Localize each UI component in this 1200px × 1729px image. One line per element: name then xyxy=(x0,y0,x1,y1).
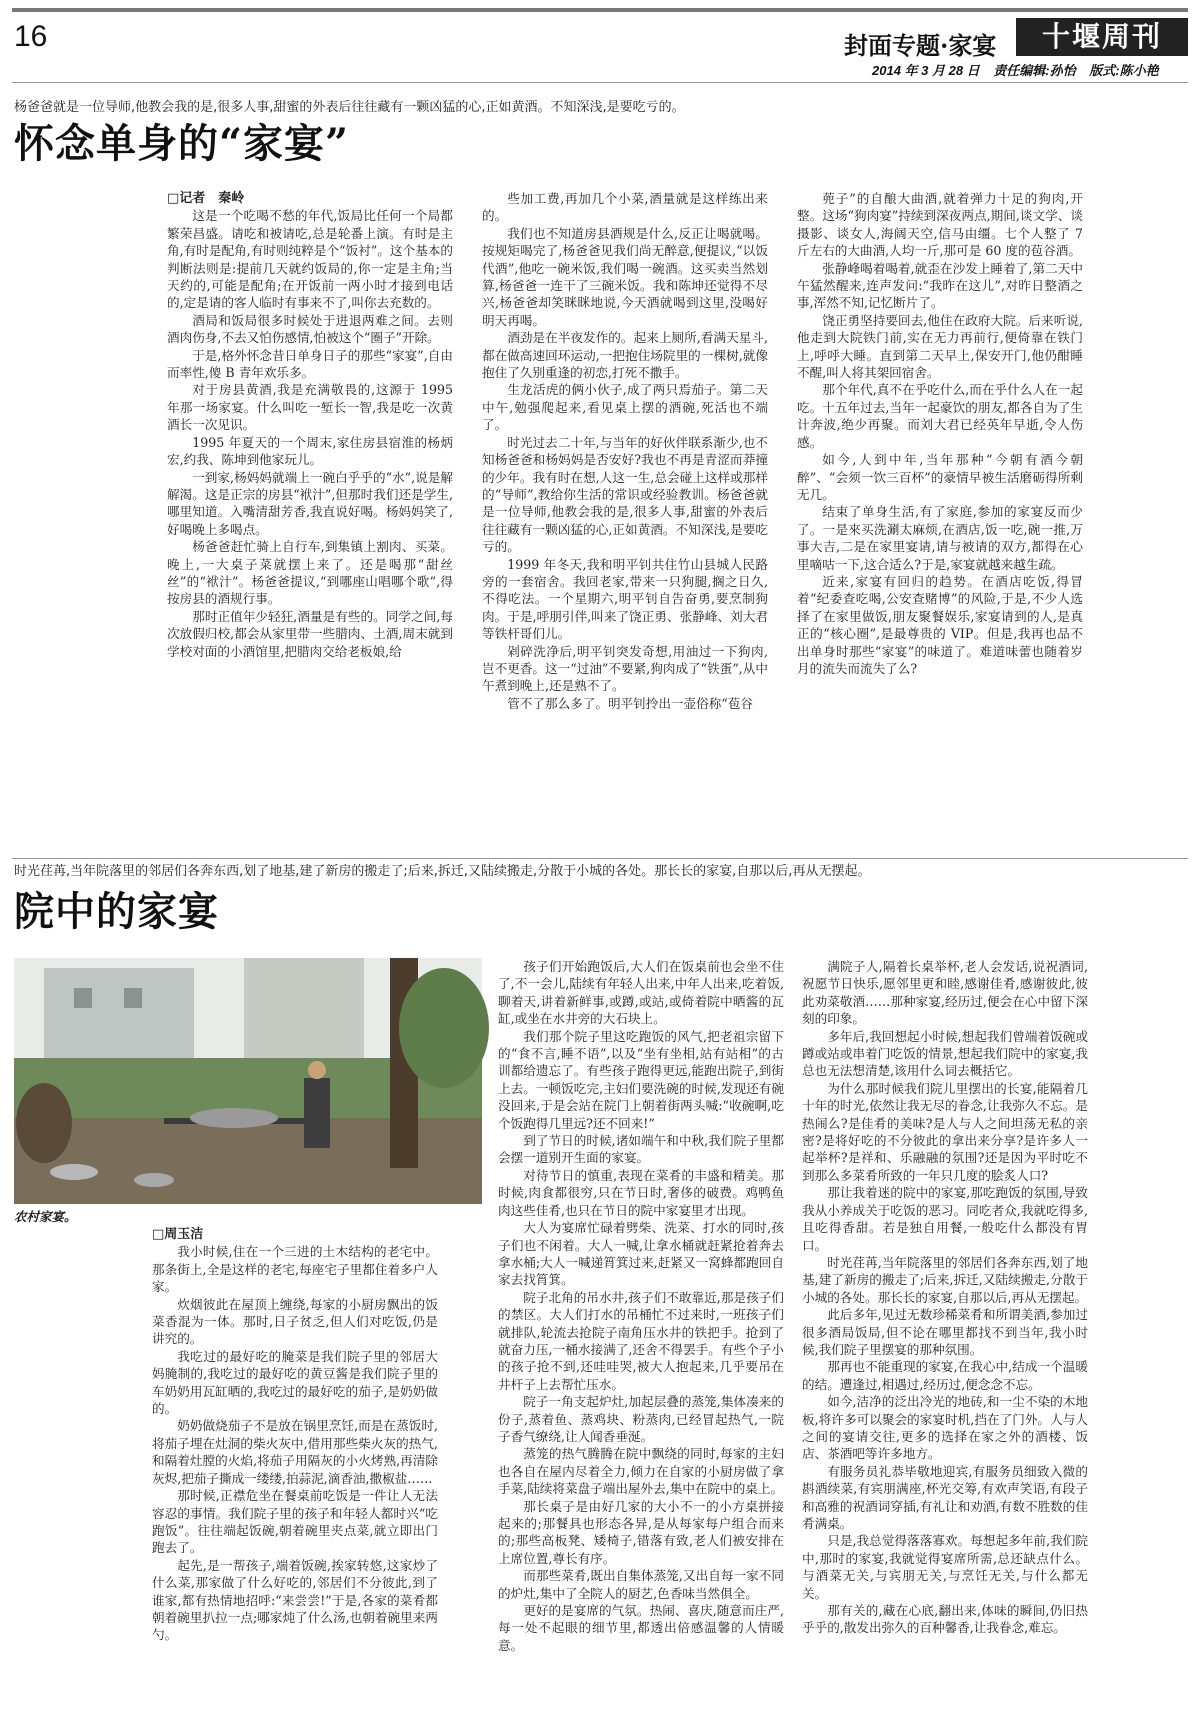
paragraph: 满院子人,隔着长桌举杯,老人会发话,说祝酒词,祝愿节日快乐,愿邻里更和睦,感谢佳肴,感谢彼此,彼此劝菜敬酒……那种家宴,经历过,便会在心中留下深刻的印象。 xyxy=(802,959,1088,1027)
top-rule xyxy=(12,8,1188,12)
article2-column-1 xyxy=(152,1226,438,1722)
paragraph: 对于房县黄酒,我是充满敬畏的,这源于 1995 年那一场家宴。什么叫吃一堑长一智,我是吃一次黄酒长一次见识。 xyxy=(167,382,453,433)
masthead-logo: 十堰周刊 xyxy=(1016,18,1188,56)
paragraph: 那长桌子是由好几家的大小不一的小方桌拼接起来的;那餐具也形态各异,是从每家每户组合而来的;那些高板凳、矮椅子,错落有致,老人们被安排在上席位置,尊长有序。 xyxy=(498,1498,784,1566)
article2-column-2 xyxy=(498,958,784,1722)
article1-lead: 杨爸爸就是一位导师,他教会我的是,很多人事,甜蜜的外表后往往藏有一颗凶猛的心,正如黄酒。不知深浅,是要吃亏的。 xyxy=(14,100,685,115)
paragraph: 孩子们开始跑饭后,大人们在饭桌前也会坐不住了,不一会儿,陆续有年轻人出来,中年人出来,吃着饭,聊着天,讲着新鲜事,或蹲,或站,或倚着院中晒酱的瓦缸,或坐在水井旁的大石块上。 xyxy=(498,959,784,1027)
paragraph: 而那些菜肴,既出自集体蒸笼,又出自每一家不同的炉灶,集中了全院人的厨艺,色香味当然俱全。 xyxy=(498,1568,784,1601)
article2-title: 院中的家宴 xyxy=(14,888,219,935)
paragraph: 此后多年,见过无数珍稀菜肴和所谓美酒,参加过很多酒局饭局,但不论在哪里都找不到当年,我小时候,我们院子里摆宴的那种氛围。 xyxy=(802,1307,1088,1357)
photo-caption: 农村家宴。 xyxy=(14,1209,77,1224)
paragraph: 时光过去二十年,与当年的好伙伴联系渐少,也不知杨爸爸和杨妈妈是否安好?我也不再是青涩而莽撞的少年。我有时在想,人这一生,总会碰上这样或那样的“导师”,教给你生活的常识或经验教训。杨爸爸就是一位导师,他教会我的是,很多人事,甜蜜的外表后往往藏有一颗凶猛的心,正如黄酒。不知深浅,是要吃亏的。 xyxy=(482,434,768,555)
paragraph: 大人为宴席忙碌着劈柴、洗菜、打水的同时,孩子们也不闲着。大人一喊,让拿水桶就赶紧抢着奔去拿水桶;大人一喊递筲箕过来,赶紧又一窝蜂都跑回自家去找筲箕。 xyxy=(498,1220,784,1288)
page-number: 16 xyxy=(14,20,48,53)
rural-banquet-photo xyxy=(14,958,482,1204)
paragraph: 那再也不能重现的家宴,在我心中,结成一个温暖的结。遭逢过,相遇过,经历过,便念念不忘。 xyxy=(802,1359,1088,1392)
paragraph: 酒局和饭局很多时候处于进退两难之间。去则酒肉伤身,不去又怕伤感情,怕被这个“圈子”开除。 xyxy=(167,312,453,346)
paragraph: 酒劲是在半夜发作的。起来上厕所,看满天星斗,都在做高速回环运动,一把抱住场院里的一棵树,就像抱住了久别重逢的初恋,打死不撒手。 xyxy=(482,330,768,381)
paragraph: 到了节日的时候,诸如端午和中秋,我们院子里都会摆一道别开生面的家宴。 xyxy=(498,1133,784,1166)
paragraph: 多年后,我回想起小时候,想起我们曾端着饭碗或蹲或站或串着门吃饭的情景,想起我们院中的家宴,我总也无法想清楚,该用什么词去概括它。 xyxy=(802,1028,1088,1079)
paragraph: 那让我着迷的院中的家宴,那吃跑饭的氛围,导致我从小养成关于吃饭的恶习。同吃者众,我就吃得多,且吃得香甜。若是独自用餐,一般吃什么都没有胃口。 xyxy=(802,1185,1088,1253)
article2-lead: 时光荏苒,当年院落里的邻居们各奔东西,划了地基,建了新房的搬走了;后来,拆迁,又陆续搬走,分散于小城的各处。那长长的家宴,自那以后,再从无摆起。 xyxy=(14,864,871,879)
paragraph: 如今,人到中年,当年那种“今朝有酒今朝醉”、“会须一饮三百杯”的豪情早被生活磨砺得所剩无几。 xyxy=(797,452,1083,502)
paragraph: 那时正值年少轻狂,酒量是有些的。同学之间,每次放假归校,都会从家里带一些腊肉、土酒,周末就到学校对面的小酒馆里,把腊肉交给老板娘,给 xyxy=(167,608,453,659)
paragraph: 饶正勇坚持要回去,他住在政府大院。后来听说,他走到大院铁门前,实在无力再前行,便倚靠在铁门上,呼呼大睡。直到第二天早上,保安开门,他仍酣睡不醒,叫人将其架回宿舍。 xyxy=(797,312,1083,381)
article1-column-3 xyxy=(797,190,1083,688)
paragraph: 管不了那么多了。明平钊拎出一壶俗称“苞谷 xyxy=(507,695,753,711)
layout-credit: 版式:陈小艳 xyxy=(1089,63,1159,78)
article1-column-2 xyxy=(482,190,768,711)
paragraph: 炊烟彼此在屋顶上缠绕,每家的小厨房飘出的饭菜香混为一体。那时,日子贫乏,但人们对吃饭,仍是讲究的。 xyxy=(152,1296,438,1347)
editor-credit: 责任编辑:孙怡 xyxy=(993,63,1076,78)
paragraph: 院子北角的吊水井,孩子们不敢靠近,那是孩子们的禁区。大人们打水的吊桶忙不过来时,一班孩子们就排队,轮流去抢院子南角压水井的铁把手。抢到了就奋力压,一桶水接满了,还舍不得罢手。有些个子小的孩子抢不到,还哇哇哭,被大人抱起来,几乎要吊在井杆子上去帮忙压水。 xyxy=(498,1289,784,1392)
section-title: 封面专题·家宴 xyxy=(844,31,997,60)
paragraph: 我小时候,住在一个三进的土木结构的老宅中。那条街上,全是这样的老宅,每座宅子里都住着多户人家。 xyxy=(152,1244,438,1295)
paragraph: 生龙活虎的俩小伙子,成了两只焉茄子。第二天中午,勉强爬起来,看见桌上摆的酒碗,死活也不端了。 xyxy=(482,382,768,433)
article2-column-3 xyxy=(802,958,1088,1722)
paragraph: 时光荏苒,当年院落里的邻居们各奔东西,划了地基,建了新房的搬走了;后来,拆迁,又陆续搬走,分散于小城的各处。那长长的家宴,自那以后,再从无摆起。 xyxy=(802,1254,1088,1305)
article1-column-1 xyxy=(167,190,453,688)
paragraph: 蒸笼的热气腾腾在院中飘绕的同时,每家的主妇也各自在屋内尽着全力,倾力在自家的小厨房做了拿手菜,陆续将菜盘子端出屋外去,集中在院中的桌上。 xyxy=(498,1446,784,1497)
paragraph: 近来,家宴有回归的趋势。在酒店吃饭,得冒着“纪委查吃喝,公安查赌博”的风险,于是,不少人选择了在家里做饭,朋友聚餐娱乐,家宴请到的人,是真正的“核心圈”,是最尊贵的 VIP。但是,我再也品不出单身时那些“家宴”的味道了。难道味蕾也随着岁月的流失而流失了么? xyxy=(797,573,1083,676)
header-divider xyxy=(12,82,1188,83)
issue-date: 2014 年 3 月 28 日 xyxy=(872,63,980,78)
paragraph: 些加工费,再加几个小菜,酒量就是这样练出来的。 xyxy=(482,191,768,224)
paragraph: 我们也不知道房县酒规是什么,反正让喝就喝。按规矩喝完了,杨爸爸见我们尚无醉意,便提议,“以饭代酒”,他吃一碗米饭,我们喝一碗酒。这买卖当然划算,杨爸爸一连干了三碗米饭。我和陈坤还觉得不尽兴,杨爸爸却笑眯眯地说,今天酒就喝到这里,没喝好明天再喝。 xyxy=(482,225,768,328)
dateline xyxy=(872,60,1169,79)
paragraph: 张静峰喝着喝着,就歪在沙发上睡着了,第二天中午猛然醒来,连声发问:“我昨在这儿”,对昨日整酒之事,浑然不知,记忆断片了。 xyxy=(797,260,1083,311)
article2-byline: □周玉洁 xyxy=(152,1227,204,1242)
paragraph: 那个年代,真不在乎吃什么,而在乎什么人在一起吃。十五年过去,当年一起豪饮的朋友,都各自为了生计奔波,绝少再聚。而刘大君已经英年早逝,令人伤感。 xyxy=(797,382,1083,450)
paragraph: 杨爸爸赶忙骑上自行车,到集镇上割肉、买菜。晚上,一大桌子菜就摆上来了。还是喝那“甜丝丝”的“袱汁”。杨爸爸提议,“到哪座山唱哪个歌”,得按房县的酒规行事。 xyxy=(167,539,453,607)
paragraph: 1999 年冬天,我和明平钊共住竹山县城人民路旁的一套宿舍。我回老家,带来一只狗腿,搁之日久,不得吃法。一个星期六,明平钊自告奋勇,要烹制狗肉。于是,呼朋引伴,叫来了饶正勇、张静峰、刘大君等铁杆哥们儿。 xyxy=(482,556,768,642)
paragraph: 那有关的,藏在心底,翻出来,体味的瞬间,仍旧热乎乎的,散发出弥久的百种馨香,让我眷念,难忘。 xyxy=(802,1603,1088,1636)
paragraph: 这是一个吃喝不愁的年代,饭局比任何一个局都繁荣昌盛。请吃和被请吃,总是轮番上演。有时是主角,有时是配角,有时则纯粹是个“饭衬”。这个基本的判断法则是:提前几天就约饭局的,你一定是主角;当天约的,可能是配角;在开饭前一两小时才接到电话的,定是请的客人临时有事来不了,叫你去充数的。 xyxy=(167,208,453,311)
paragraph: 蔸子”的自酿大曲酒,就着弹力十足的狗肉,开整。这场“狗肉宴”持续到深夜两点,期间,谈文学、谈摄影、谈女人,海阔天空,信马由缰。七个人整了 7 斤左右的大曲酒,人均一斤,那可是 60 度的苞谷酒。 xyxy=(797,191,1083,259)
photo-illustration xyxy=(14,958,482,1204)
paragraph: 奶奶做烧茄子不是放在锅里烹饪,而是在蒸饭时,将茄子埋在灶洞的柴火灰中,借用那些柴火灰的热气,和隔着灶膛的火焰,将茄子用隔灰的小火烤熟,再清除灰烬,把茄子撕成一缕缕,拍蒜泥,滴香油,撒椒盐…… xyxy=(152,1418,438,1486)
paragraph: 于是,格外怀念昔日单身日子的那些“家宴”,自由而率性,傻 B 青年欢乐多。 xyxy=(167,347,453,381)
paragraph: 一到家,杨妈妈就端上一碗白乎乎的“水”,说是解解渴。这是正宗的房县“袱汁”,但那时我们还是学生,哪里知道。入嘴清甜芳香,我直说好喝。杨妈妈笑了,好喝晚上多喝点。 xyxy=(167,469,453,537)
paragraph: 我们那个院子里这吃跑饭的风气,把老祖宗留下的“食不言,睡不语”,以及“坐有坐相,站有站相”的古训都给遗忘了。有些孩子跑得更远,能跑出院子,到街上去。一顿饭吃完,主妇们要洗碗的时候,发现还有碗没回来,于是会站在院门上朝着街两头喊:“收碗啊,吃个饭跑得几里远?还不回来!” xyxy=(498,1028,784,1131)
article1-title: 怀念单身的“家宴” xyxy=(14,120,350,167)
article1-byline: □记者 秦岭 xyxy=(167,191,245,206)
article-divider xyxy=(12,858,1188,859)
paragraph: 更好的是宴席的气氛。热闹、喜庆,随意而庄严,每一处不起眼的细节里,都透出倍感温馨的人情暖意。 xyxy=(498,1603,784,1653)
paragraph: 那时候,正襟危坐在餐桌前吃饭是一件让人无法容忍的事情。我们院子里的孩子和年轻人都时兴“吃跑饭”。往往端起饭碗,朝着碗里夹点菜,就立即出门跑去了。 xyxy=(152,1488,438,1556)
paragraph: 院子一角支起炉灶,加起层叠的蒸笼,集体凑来的份子,蒸着鱼、蒸鸡块、粉蒸肉,已经冒起热气,一院子香气缭绕,让人闻香垂涎。 xyxy=(498,1394,784,1444)
paragraph: 对待节日的慎重,表现在菜肴的丰盛和精美。那时候,肉食都很穷,只在节日时,奢侈的破费。鸡鸭鱼肉这些佳肴,也只在节日的院中家宴里才出现。 xyxy=(498,1167,784,1218)
paragraph: 如今,洁净的泛出冷光的地砖,和一尘不染的木地板,将许多可以聚会的家宴时机,挡在了门外。人与人之间的宴请交往,更多的选择在家之外的酒楼、饭店、茶酒吧等许多地方。 xyxy=(802,1394,1088,1462)
paragraph: 有服务员礼恭毕敬地迎宾,有服务员细致入微的斟酒续菜,有宾朋满座,杯光交筹,有欢声笑语,有段子和高雅的祝酒词穿插,有礼让和劝酒,有数不胜数的佳肴满桌。 xyxy=(802,1463,1088,1531)
paragraph: 1995 年夏天的一个周末,家住房县宿淮的杨炳宏,约我、陈坤到他家玩儿。 xyxy=(167,434,453,468)
paragraph: 为什么那时候我们院儿里摆出的长宴,能隔着几十年的时光,依然让我无尽的眷念,让我弥久不忘。是热闹么?是佳肴的美味?是人与人之间坦荡无私的亲密?是将好吃的不分彼此的拿出来分享?是许多人一起举杯?是祥和、乐融融的氛围?还是因为平时吃不到那么多菜肴所致的一年只几度的脍炙人口? xyxy=(802,1080,1088,1183)
paragraph: 剁碎洗净后,明平钊突发奇想,用油过一下狗肉,岂不更香。这一“过油”不要紧,狗肉成了“铁蛋”,从中午煮到晚上,还是熟不了。 xyxy=(482,643,768,694)
paragraph: 结束了单身生活,有了家庭,参加的家宴反而少了。一是來买洗涮太麻烦,在酒店,饭一吃,碗一推,万事大吉,二是在家里宴请,请与被请的双方,都得在心里嘀咕一下,这合适么?于是,家宴就越来越生疏。 xyxy=(797,504,1083,572)
paragraph: 起先,是一帮孩子,端着饭碗,挨家转悠,这家炒了什么菜,那家做了什么好吃的,邻居们不分彼此,到了谁家,都有热情地招呼:“来尝尝!”于是,各家的菜肴都朝着碗里扒拉一点;哪家炖了什么汤,也朝着碗里来两勺。 xyxy=(152,1557,438,1643)
paragraph: 我吃过的最好吃的腌菜是我们院子里的邻居大妈腌制的,我吃过的最好吃的黄豆酱是我们院子里的车奶奶用瓦缸晒的,我吃过的最好吃的茄子,是奶奶做的。 xyxy=(152,1348,438,1417)
paragraph: 只是,我总觉得落落寡欢。每想起多年前,我们院中,那时的家宴,我就觉得宴席所需,总还缺点什么。与酒菜无关,与宾朋无关,与烹饪无关,与什么都无关。 xyxy=(802,1533,1088,1601)
